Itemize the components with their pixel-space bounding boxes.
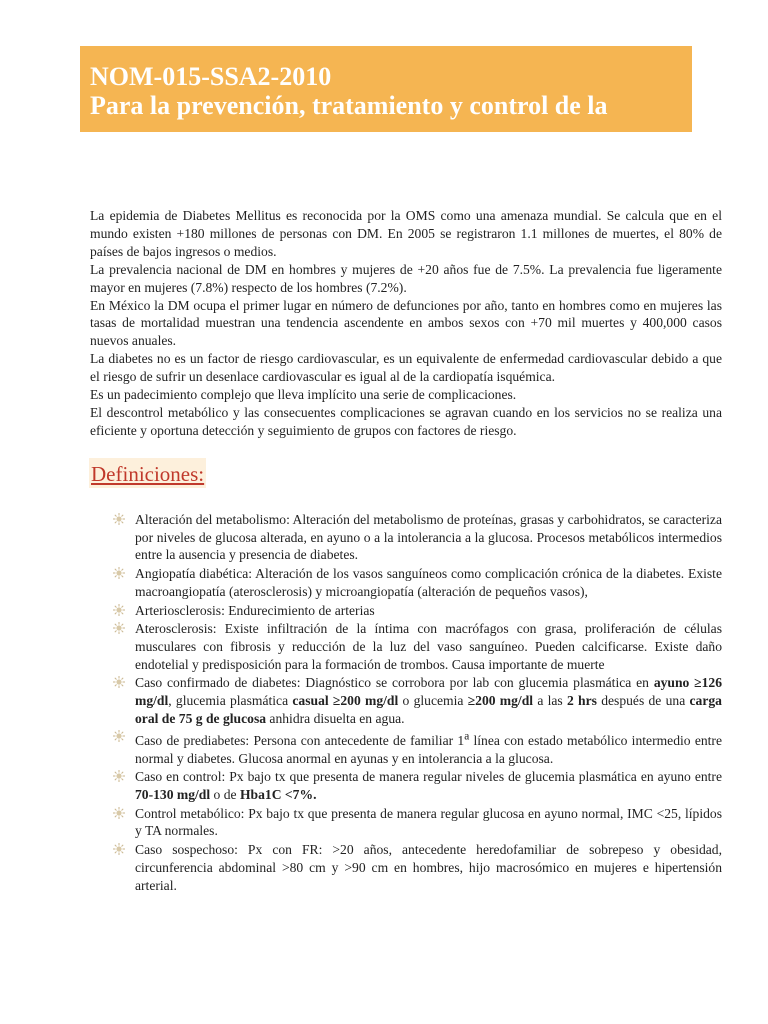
sun-bullet-icon — [112, 512, 126, 526]
sun-bullet-icon — [112, 806, 126, 820]
intro-paragraph: La epidemia de Diabetes Mellitus es reconocida por la OMS como una amenaza mundial. Se calcula que en el mundo existen +180 millones de personas con DM. En 2005 se registraron 1.1 millones de muertes, el 80% de países de bajos ingresos o medios. — [90, 208, 722, 259]
definition-item — [112, 565, 722, 600]
definition-text: Caso sospechoso: Px con FR: >20 años, antecedente heredofamiliar de sobrepeso y obesidad, circunferencia abdominal >80 cm y >90 cm en hombres, hijo macrosómico en mujeres e hipertensión arterial. — [135, 842, 722, 893]
definition-text: Alteración del metabolismo: Alteración del metabolismo de proteínas, grasas y carbohidratos, se caracteriza por niveles de glucosa alterada, en ayuno o a la intolerancia a la glucosa. Procesos metabólicos intermedios entre la ausencia y presencia de diabetes. — [135, 512, 722, 563]
intro-paragraph: En México la DM ocupa el primer lugar en número de defunciones por año, tanto en hombres como en mujeres las tasas de mortalidad muestran una tendencia ascendente en ambos sexos con +70 mil muertes y 400,000 casos nuevos anuales. — [90, 297, 722, 349]
sun-bullet-icon — [112, 603, 126, 617]
definition-item — [112, 805, 722, 840]
document-title: Para la prevención, tratamiento y control de la — [90, 91, 608, 120]
definitions-heading: Definiciones: — [91, 462, 205, 486]
bold-criterion: 2 hrs — [566, 693, 597, 709]
intro-paragraph: El descontrol metabólico y las consecuentes complicaciones se agravan cuando en los servicios no se realiza una eficiente y oportuna detección y seguimiento de grupos con factores de riesgo. — [90, 404, 722, 438]
definition-item — [112, 768, 722, 803]
sun-bullet-icon — [112, 729, 126, 743]
definition-item — [112, 620, 722, 673]
definitions-heading-box — [89, 458, 206, 488]
bold-criterion: ≥200 mg/dl — [467, 693, 534, 709]
sun-bullet-icon — [112, 566, 126, 580]
bold-criterion: carga oral de 75 g de glucosa — [135, 693, 722, 726]
definition-text: Caso de prediabetes: Persona con antecedente de familiar 1$^a$ línea con estado metabólico intermedio entre normal y diabetes. Glucosa anormal en ayunas y en intolerancia a la glucosa. — [135, 730, 722, 766]
document-code: NOM-015-SSA2-2010 — [90, 62, 332, 91]
sun-bullet-icon — [112, 675, 126, 689]
sun-bullet-icon — [112, 769, 126, 783]
definition-text: Aterosclerosis: Existe infiltración de la íntima con macrófagos con grasa, proliferación de células musculares con fibrosis y reducción de la luz del vaso sanguíneo. Pueden calcificarse. Existe daño endotelial y predisposición para la formación de trombos. Causa importante de muerte — [135, 621, 722, 672]
intro-paragraph: Es un padecimiento complejo que lleva implícito una serie de complicaciones. — [90, 387, 517, 403]
bold-criterion: casual ≥200 mg/dl — [292, 693, 399, 709]
intro-paragraph: La diabetes no es un factor de riesgo cardiovascular, es un equivalente de enfermedad cardiovascular debido a que el riesgo de sufrir un desenlace cardiovascular es igual al de la cardiopatía isquémica. — [90, 351, 722, 385]
definition-text: Caso en control: Px bajo tx que presenta de manera regular niveles de glucemia plasmática en ayuno entre 70-130 mg/dl o de Hba1C <7%. — [135, 769, 722, 803]
intro-paragraph: La prevalencia nacional de DM en hombres y mujeres de +20 años fue de 7.5%. La prevalencia fue ligeramente mayor en mujeres (7.8%) respecto de los hombres (7.2%). — [90, 261, 722, 295]
intro-section — [90, 207, 722, 440]
definition-item — [112, 511, 722, 564]
definition-item — [112, 674, 722, 727]
title-banner — [80, 46, 692, 132]
definition-text: Caso confirmado de diabetes: Diagnóstico se corrobora por lab con glucemia plasmática en ayuno ≥126 mg/dl, glucemia plasmática casual ≥200 mg/dl o glucemia ≥200 mg/dl a las 2 hrs después de una carga oral de 75 g de glucosa anhidra disuelta en agua. — [135, 675, 723, 726]
definition-item — [112, 602, 722, 620]
definitions-list — [112, 511, 722, 895]
superscript: a — [464, 730, 470, 743]
bold-criterion: Hba1C <7%. — [239, 787, 317, 803]
bold-criterion: ayuno ≥126 mg/dl — [135, 675, 723, 709]
definition-item — [112, 728, 722, 767]
definition-text: Angiopatía diabética: Alteración de los vasos sanguíneos como complicación crónica de la diabetes. Existe macroangiopatía (aterosclerosis) y microangiopatía (alteración de pequeños vasos), — [135, 566, 722, 599]
definition-item — [112, 841, 722, 894]
definition-text: Control metabólico: Px bajo tx que presenta de manera regular glucosa en ayuno normal, IMC <25, lípidos y TA normales. — [135, 805, 722, 839]
sun-bullet-icon — [112, 842, 126, 856]
definition-text: Arteriosclerosis: Endurecimiento de arterias — [135, 602, 375, 618]
sun-bullet-icon — [112, 621, 126, 635]
bold-criterion: 70-130 mg/dl — [135, 787, 211, 803]
